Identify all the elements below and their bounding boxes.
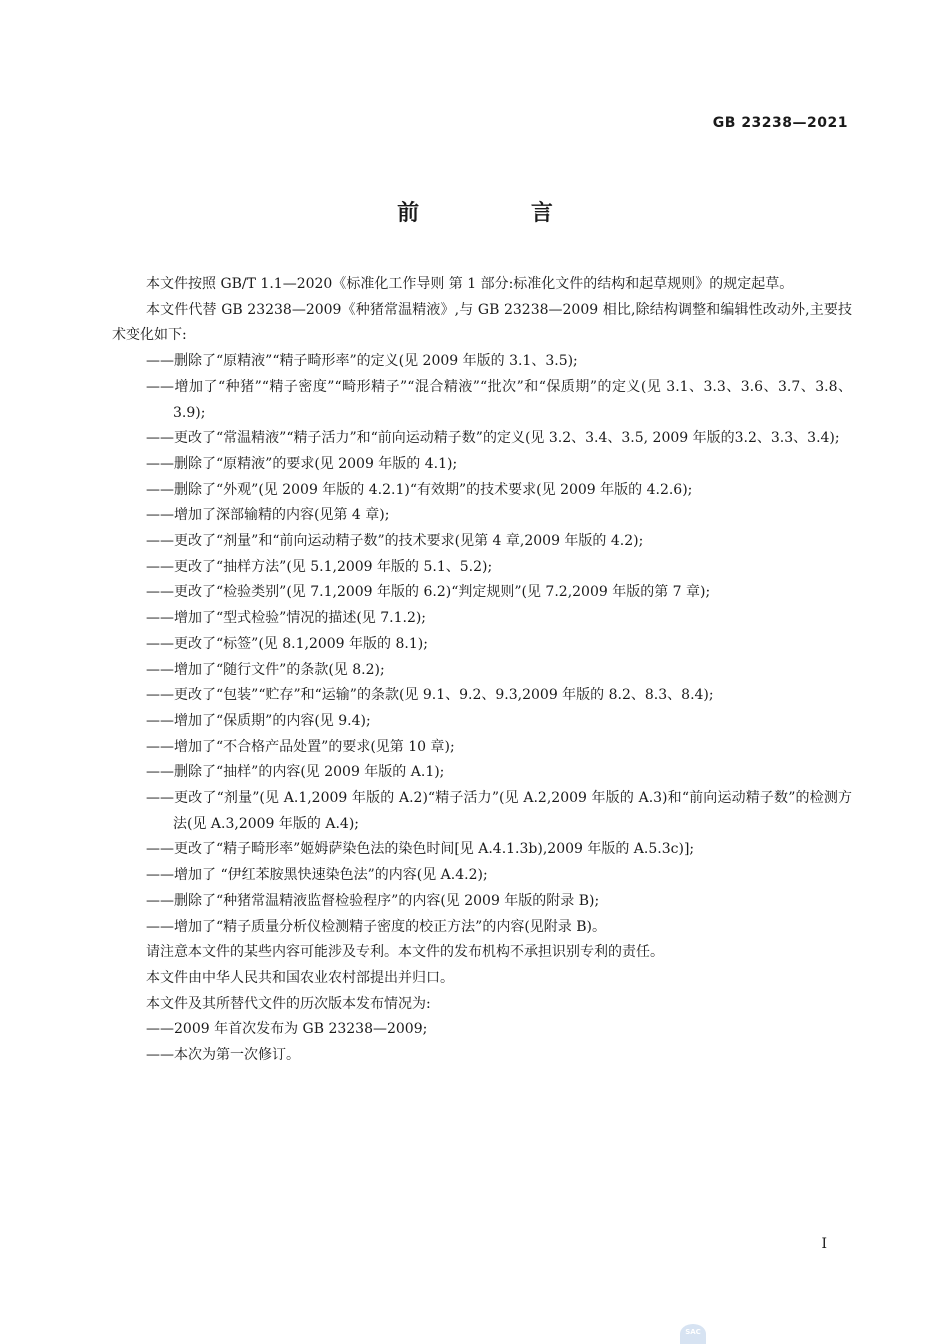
change-item: ——删除了“原精液”“精子畸形率”的定义(见 2009 年版的 3.1、3.5);: [146, 353, 578, 370]
changes-list: [112, 349, 852, 940]
change-item: ——增加了“精子质量分析仪检测精子密度的校正方法”的内容(见附录 B)。: [146, 918, 606, 935]
change-item: ——删除了“种猪常温精液监督检验程序”的内容(见 2009 年版的附录 B);: [146, 892, 600, 909]
patent-notice: 请注意本文件的某些内容可能涉及专利。本文件的发布机构不承担识别专利的责任。: [146, 944, 664, 961]
document-code: GB 23238—2021: [712, 115, 848, 131]
page-title: 前 言: [397, 201, 605, 226]
change-item: ——增加了“保质期”的内容(见 9.4);: [146, 712, 371, 729]
change-item: ——更改了“剂量”(见 A.1,2009 年版的 A.2)“精子活力”(见 A.2,2009 年版的 A.3)和“前向运动精子数”的检测方法(见 A.3,2009 年版的 A.4);: [146, 790, 852, 832]
change-item: ——更改了“标签”(见 8.1,2009 年版的 8.1);: [146, 635, 428, 652]
change-item: ——更改了“检验类别”(见 7.1,2009 年版的 6.2)“判定规则”(见 7.2,2009 年版的第 7 章);: [146, 584, 711, 601]
change-item: ——更改了“剂量”和“前向运动精子数”的技术要求(见第 4 章,2009 年版的 4.2);: [146, 533, 644, 550]
change-item: ——删除了“外观”(见 2009 年版的 4.2.1)“有效期”的技术要求(见 2009 年版的 4.2.6);: [146, 481, 693, 498]
change-item: ——增加了“种猪”“精子密度”“畸形精子”“混合精液”“批次”和“保质期”的定义(见 3.1、3.3、3.6、3.7、3.8、3.9);: [146, 378, 852, 421]
change-item: ——更改了“常温精液”“精子活力”和“前向运动精子数”的定义(见 3.2、3.4、3.5, 2009 年版的3.2、3.3、3.4);: [146, 430, 840, 447]
change-item: ——增加了“型式检验”情况的描述(见 7.1.2);: [146, 610, 427, 627]
change-item: ——增加了深部输精的内容(见第 4 章);: [146, 507, 390, 524]
history-intro: 本文件及其所替代文件的历次版本发布情况为:: [146, 995, 431, 1012]
change-item: ——增加了“不合格产品处置”的要求(见第 10 章);: [146, 738, 455, 755]
history-list: [112, 1017, 852, 1068]
proposer-statement: 本文件由中华人民共和国农业农村部提出并归口。: [146, 969, 454, 986]
history-item: ——本次为第一次修订。: [146, 1047, 300, 1064]
change-item: ——删除了“原精液”的要求(见 2009 年版的 4.1);: [146, 455, 458, 472]
intro-paragraph-2: 本文件代替 GB 23238—2009《种猪常温精液》,与 GB 23238—2009 相比,除结构调整和编辑性改动外,主要技术变化如下:: [112, 301, 852, 344]
foreword-body: [112, 272, 852, 1069]
change-item: ——更改了“包装”“贮存”和“运输”的条款(见 9.1、9.2、9.3,2009 年版的 8.2、8.3、8.4);: [146, 687, 714, 704]
change-item: ——增加了“随行文件”的条款(见 8.2);: [146, 661, 385, 678]
history-item: ——2009 年首次发布为 GB 23238—2009;: [146, 1021, 428, 1038]
change-item: ——更改了“抽样方法”(见 5.1,2009 年版的 5.1、5.2);: [146, 558, 493, 575]
change-item: ——增加了 “伊红苯胺黑快速染色法”的内容(见 A.4.2);: [146, 867, 488, 884]
change-item: ——删除了“抽样”的内容(见 2009 年版的 A.1);: [146, 764, 445, 781]
sac-watermark-icon: SAC: [680, 1324, 706, 1344]
intro-paragraph-1: 本文件按照 GB/T 1.1—2020《标准化工作导则 第 1 部分:标准化文件的结构和起草规则》的规定起草。: [146, 276, 794, 292]
change-item: ——更改了“精子畸形率”姬姆萨染色法的染色时间[见 A.4.1.3b),2009 年版的 A.5.3c)];: [146, 841, 695, 858]
page-number: I: [821, 1236, 827, 1252]
